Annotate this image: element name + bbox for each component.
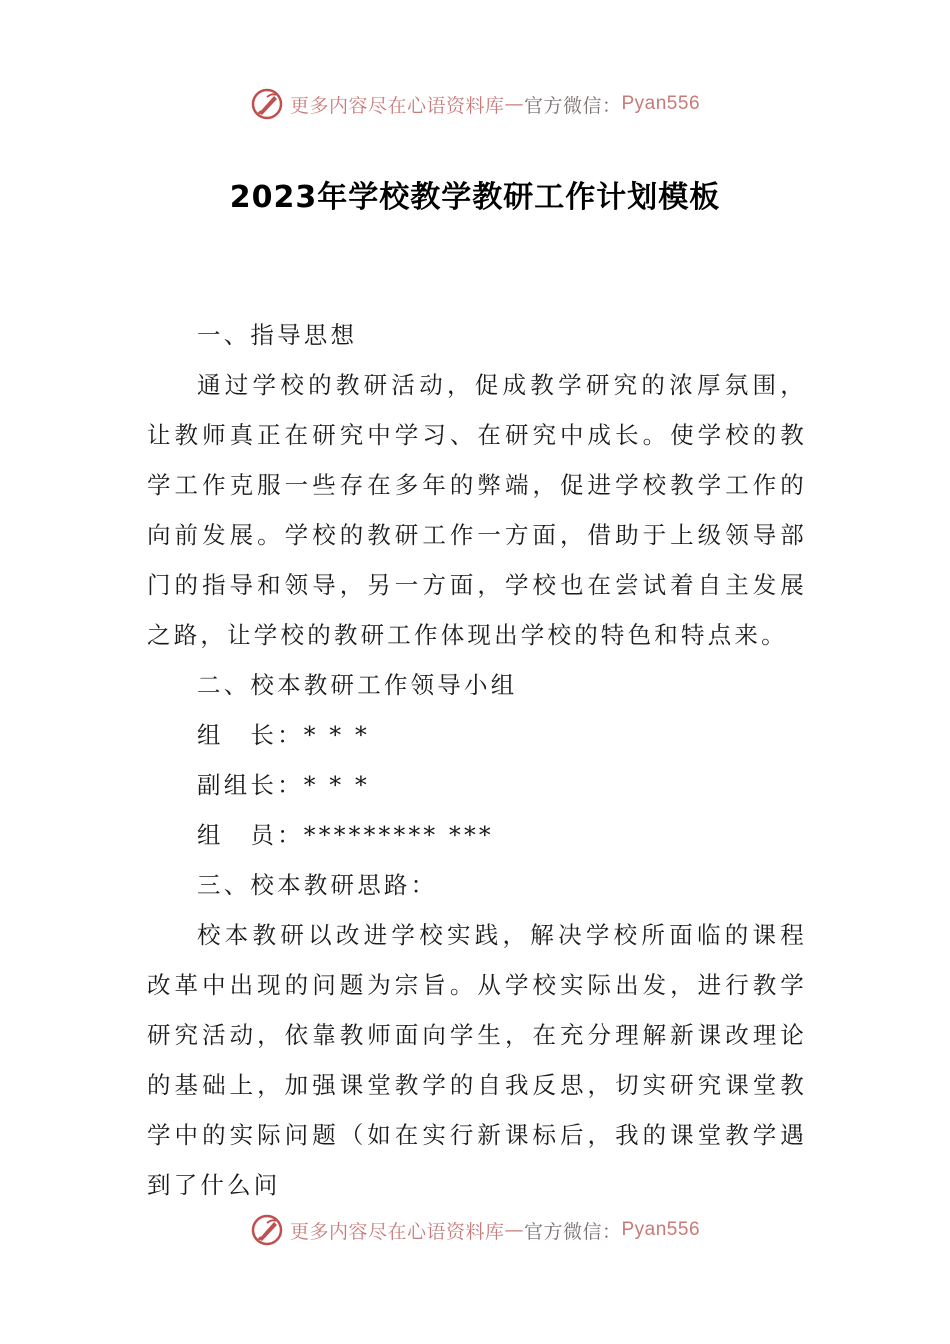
banner-dash: — — [504, 1219, 524, 1241]
section-heading: 二、校本教研工作领导小组 — [197, 671, 518, 699]
banner-dash: — — [504, 93, 524, 115]
body-paragraph: 通过学校的教研活动，促成教学研究的浓厚氛围，让教师真正在研究中学习、在研究中成长。使学校的教学工作克服一些存在多年的弊端，促进学校教学工作的向前发展。学校的教研工作一方面，借助于上级领导部门的指导和领导，另一方面，学校也在尝试着自主发展之路，让学校的教研工作体现出学校的特色和特点来。 — [147, 371, 807, 649]
quill-pen-icon — [250, 1213, 284, 1247]
banner-text: 更多内容尽在心语资料库 — [289, 94, 505, 117]
footer-banner — [0, 1208, 950, 1252]
banner-wechat-id: Pyan556 — [621, 1219, 701, 1240]
document-title: 2023年学校教学教研工作计划模板 — [229, 180, 721, 215]
section-heading: 一、指导思想 — [197, 321, 358, 349]
quill-pen-icon — [250, 87, 284, 121]
banner-text: 更多内容尽在心语资料库 — [289, 1220, 505, 1243]
group-leader-line: 组 长：* * * — [197, 721, 370, 749]
deputy-leader-line: 副组长：* * * — [197, 771, 370, 799]
body-paragraph: 校本教研以改进学校实践，解决学校所面临的课程改革中出现的问题为宗旨。从学校实际出发，进行教学研究活动，依靠教师面向学生，在充分理解新课改理论的基础上，加强课堂教学的自我反思，切实研究课堂教学中的实际问题（如在实行新课标后，我的课堂教学遇到了什么问 — [147, 921, 807, 1199]
banner-wechat-id: Pyan556 — [621, 93, 701, 114]
banner-wechat-label: 官方微信： — [523, 1220, 622, 1243]
group-members-line: 组 员：********* *** — [197, 821, 494, 849]
document-body — [147, 310, 807, 1210]
header-banner — [0, 82, 950, 126]
banner-wechat-label: 官方微信： — [523, 94, 622, 117]
section-heading: 三、校本教研思路： — [197, 871, 438, 899]
